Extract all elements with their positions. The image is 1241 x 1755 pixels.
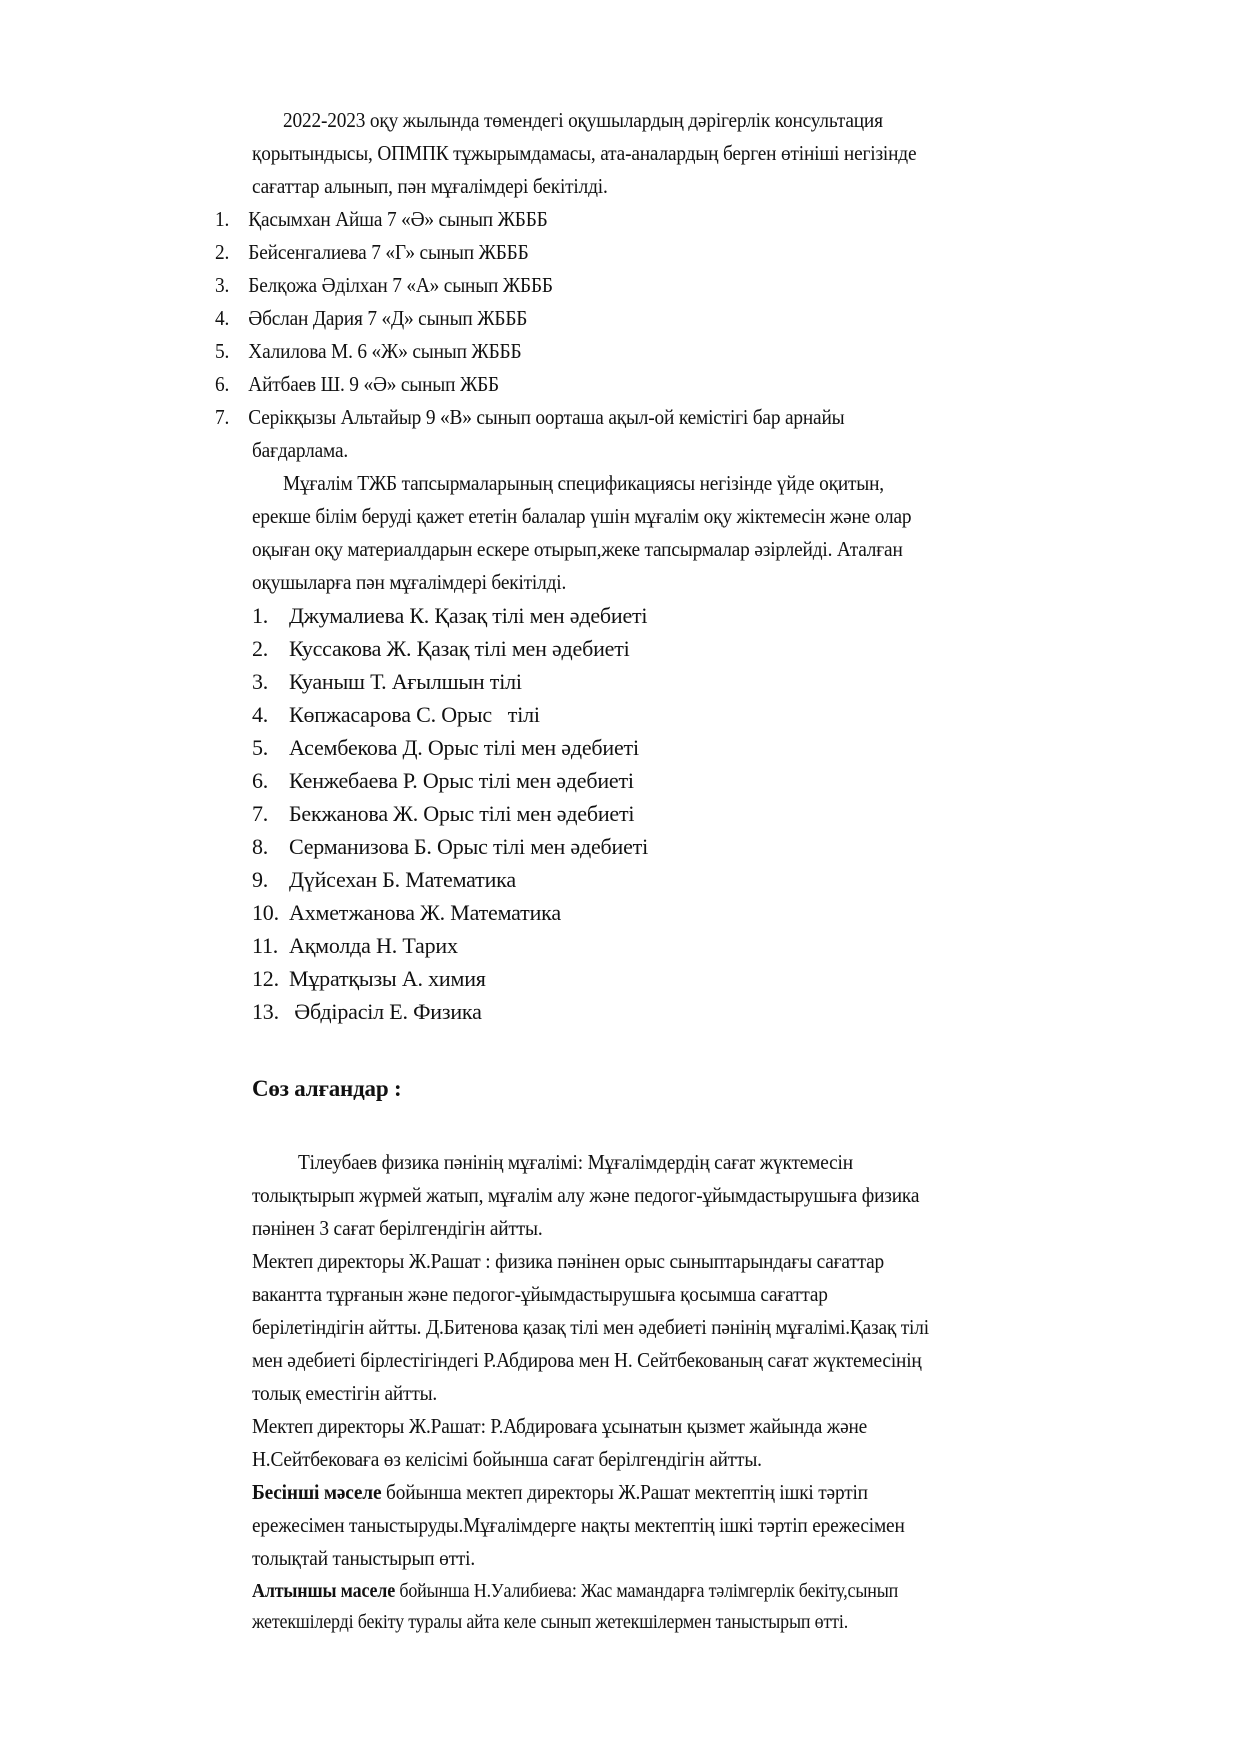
student-entry: Серікқызы Альтайыр 9 «В» сынып оорташа ақыл-ой кемістігі бар арнайы — [248, 405, 845, 429]
teacher-entry: Серманизова Б. Орыс тілі мен әдебиеті — [289, 834, 649, 859]
list-number: 8. — [252, 834, 269, 859]
speech-line: Н.Сейтбековаға өз келісімі бойынша сағат берілгендігін айтты. — [252, 1447, 762, 1471]
list-number: 13. — [252, 999, 279, 1024]
student-list-item — [215, 236, 529, 269]
teacher-list-item — [252, 632, 630, 665]
speech-line: Мектеп директоры Ж.Рашат: Р.Абдироваға ұсынатын қызмет жайында және — [252, 1414, 868, 1438]
teacher-list-item — [252, 896, 561, 929]
student-entry: Қасымхан Айша 7 «Ә» сынып ЖБББ — [248, 207, 548, 231]
teacher-list-item — [252, 731, 639, 764]
paragraph2-line-1: Мұғалім ТЖБ тапсырмаларының спецификациясы негізінде үйде оқитын, — [283, 471, 884, 495]
speech-line: толықтырып жүрмей жатып, мұғалім алу және педогог-ұйымдастырушыға физика — [252, 1183, 920, 1207]
paragraph2-line-3: оқыған оқу материалдарын ескере отырып,жеке тапсырмалар әзірлейді. Аталған — [252, 537, 903, 561]
speech-line: Тілеубаев физика пәнінің мұғалімі: Мұғалімдердің сағат жүктемесін — [298, 1150, 853, 1174]
list-number: 5. — [215, 339, 230, 363]
teacher-entry: Кенжебаева Р. Орыс тілі мен әдебиеті — [289, 768, 634, 793]
student-list-item — [215, 203, 548, 236]
list-number: 6. — [252, 768, 269, 793]
intro-line-2: қорытындысы, ОПМПК тұжырымдамасы, ата-аналардың берген өтініші негізінде — [252, 141, 917, 165]
teacher-entry: Джумалиева К. Қазақ тілі мен әдебиеті — [289, 603, 648, 628]
paragraph2-line-2: ерекше білім беруді қажет ететін балалар үшін мұғалім оқу жіктемесін және олар — [252, 504, 912, 528]
list-number: 4. — [215, 306, 230, 330]
teacher-entry: Көпжасарова С. Орыс тілі — [289, 702, 540, 727]
list-number: 4. — [252, 702, 269, 727]
sixth-issue-line — [252, 1575, 898, 1608]
list-number: 3. — [215, 273, 230, 297]
student-entry: Айтбаев Ш. 9 «Ә» сынып ЖББ — [248, 372, 499, 396]
list-number: 6. — [215, 372, 230, 396]
speech-line: толық еместігін айтты. — [252, 1381, 438, 1405]
teacher-entry: Мұратқызы А. химия — [289, 966, 486, 991]
teacher-list-item — [252, 599, 647, 632]
teacher-entry: Асембекова Д. Орыс тілі мен әдебиеті — [289, 735, 639, 760]
list-number: 10. — [252, 900, 279, 925]
student-list-item — [215, 302, 527, 335]
teacher-list-item — [252, 863, 516, 896]
fifth-issue-text: бойынша мектеп директоры Ж.Рашат мектептің ішкі тәртіп — [381, 1480, 868, 1504]
intro-line-3: сағаттар алынып, пән мұғалімдері бекітілді. — [252, 174, 608, 198]
student-entry: Белқожа Әділхан 7 «А» сынып ЖБББ — [248, 273, 553, 297]
teacher-list-item — [252, 830, 648, 863]
teacher-entry: Бекжанова Ж. Орыс тілі мен әдебиеті — [289, 801, 635, 826]
teacher-list-item — [252, 995, 482, 1028]
sixth-issue-text: бойынша Н.Уалибиева: Жас мамандарға тәлімгерлік бекіту,сынып — [395, 1580, 899, 1602]
list-number: 1. — [252, 603, 269, 628]
teacher-list-item — [252, 665, 522, 698]
teacher-list-item — [252, 764, 634, 797]
student-list-item — [215, 401, 844, 434]
teacher-list-item — [252, 698, 540, 731]
speech-line: толықтай таныстырып өтті. — [252, 1546, 476, 1570]
fifth-issue-label: Бесінші мәселе — [252, 1480, 382, 1504]
teacher-list-item — [252, 962, 486, 995]
fifth-issue-line — [252, 1476, 868, 1509]
speech-line: Мектеп директоры Ж.Рашат : физика пәнінен орыс сыныптарындағы сағаттар — [252, 1249, 885, 1273]
sixth-issue-label: Алтыншы маселе — [252, 1580, 396, 1602]
list-number: 9. — [252, 867, 269, 892]
teacher-entry: Әбдірасіл Е. Физика — [289, 999, 482, 1024]
list-number: 11. — [252, 933, 279, 958]
speech-line: берілетіндігін айтты. Д.Битенова қазақ тілі мен әдебиеті пәнінің мұғалімі.Қазақ тілі — [252, 1315, 929, 1339]
student-entry: Әбслан Дария 7 «Д» сынып ЖБББ — [248, 306, 528, 330]
list-number: 7. — [252, 801, 269, 826]
speech-line: жетекшілерді бекіту туралы айта келе сынып жетекшілермен таныстырып өтті. — [252, 1611, 849, 1633]
student-list-item — [215, 269, 553, 302]
speakers-heading: Сөз алғандар : — [252, 1076, 402, 1101]
teacher-entry: Ақмолда Н. Тарих — [289, 933, 458, 958]
speech-line: вакантта тұрғанын және педогог-ұйымдастырушыға қосымша сағаттар — [252, 1282, 828, 1306]
list-number: 2. — [252, 636, 269, 661]
teacher-list-item — [252, 929, 458, 962]
student-entry: Бейсенгалиева 7 «Г» сынып ЖБББ — [248, 240, 529, 264]
list-number: 7. — [215, 405, 230, 429]
student-list-item — [215, 368, 499, 401]
list-number: 3. — [252, 669, 269, 694]
list-number: 12. — [252, 966, 279, 991]
intro-line-1: 2022-2023 оқу жылында төмендегі оқушылардың дәрігерлік консультация — [283, 108, 883, 132]
paragraph2-line-4: оқушыларға пән мұғалімдері бекітілді. — [252, 570, 567, 594]
teacher-entry: Куссакова Ж. Қазақ тілі мен әдебиеті — [289, 636, 630, 661]
student-entry-continuation: бағдарлама. — [252, 438, 349, 462]
student-entry: Халилова М. 6 «Ж» сынып ЖБББ — [248, 339, 522, 363]
teacher-entry: Дүйсехан Б. Математика — [289, 867, 516, 892]
list-number: 5. — [252, 735, 269, 760]
speech-line: мен әдебиеті бірлестігіндегі Р.Абдирова мен Н. Сейтбекованың сағат жүктемесінің — [252, 1348, 922, 1372]
teacher-entry: Ахметжанова Ж. Математика — [289, 900, 561, 925]
teacher-entry: Куаныш Т. Ағылшын тілі — [289, 669, 522, 694]
speech-line: ережесімен таныстыруды.Мұғалімдерге нақты мектептің ішкі тәртіп ережесімен — [252, 1513, 905, 1537]
list-number: 2. — [215, 240, 230, 264]
list-number: 1. — [215, 207, 230, 231]
student-list-item — [215, 335, 521, 368]
teacher-list-item — [252, 797, 634, 830]
speech-line: пәнінен 3 сағат берілгендігін айтты. — [252, 1216, 543, 1240]
